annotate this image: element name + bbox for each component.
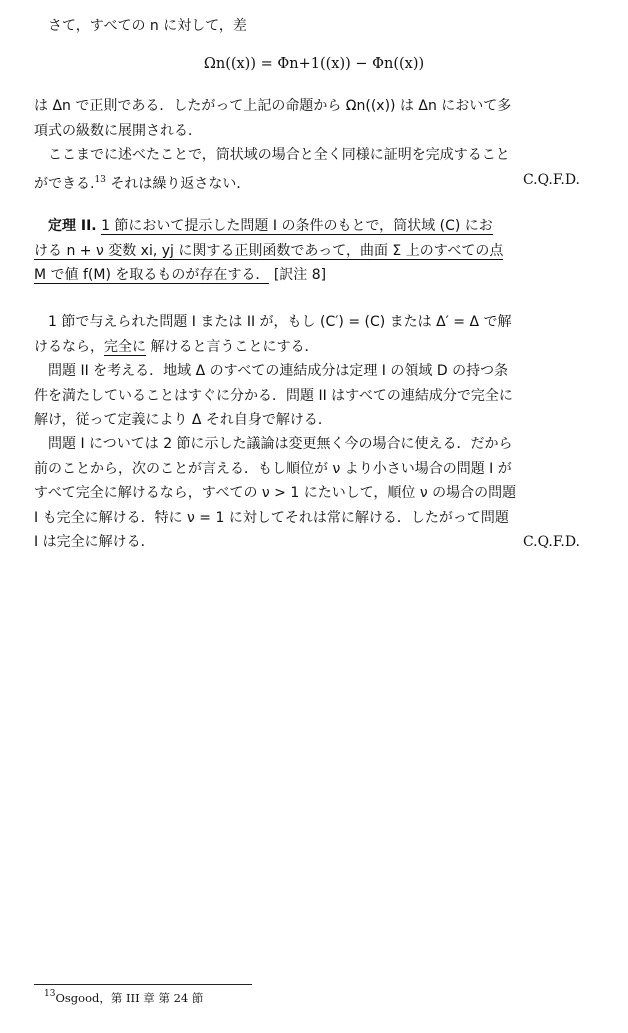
- text-line: すべて完全に解けるなら，すべての ν > 1 にたいして，順位 ν の場合の問題: [34, 485, 517, 501]
- translator-note: [訳注 8]: [273, 267, 327, 283]
- text-line: 項式の級数に展開される．: [34, 122, 202, 139]
- footnote-13: [44, 989, 203, 1006]
- text-line: 問題 II を考える．地域 Δ のすべての連結成分は定理 I の領域 D の持つ条: [48, 363, 509, 379]
- text-segment: それは繰り返さない．: [105, 175, 251, 192]
- text-segment: ができる.: [34, 175, 95, 192]
- paragraph-proof-complete: [34, 143, 580, 192]
- text-line: [34, 263, 580, 288]
- theorem-text: M で値 f(M) を取るものが存在する．: [34, 267, 270, 283]
- footnote-rule: [34, 984, 252, 985]
- text-line: I も完全に解ける．特に ν = 1 に対してそれは常に解ける．したがって問題: [34, 509, 509, 526]
- text-line: 1 節で与えられた問題 I または II が，もし (C′) = (C) または Δ′ = Δ で解: [48, 314, 512, 330]
- text-line: は Δn で正則である．したがって上記の命題から Ωn((x)) は Δn において多: [34, 98, 512, 114]
- footnote-ref-13[interactable]: 13: [94, 174, 106, 185]
- text-line: 前のことから，次のことが言える．もし順位が ν より小さい場合の問題 I が: [34, 460, 512, 477]
- paragraph-complete-definition: [34, 310, 580, 359]
- theorem-text: 1 節において提示した問題 I の条件のもとで，筒状域 (C) にお: [101, 218, 493, 234]
- text-line: [34, 530, 580, 555]
- text-line: [34, 214, 580, 239]
- footnote-text: Osgood，第 III 章 第 24 節: [55, 991, 204, 1005]
- text-line: [34, 168, 580, 193]
- text-line: 解け，従って定義により Δ それ自身で解ける．: [34, 412, 332, 428]
- text-line: [34, 239, 580, 264]
- theorem-ii: [34, 214, 580, 288]
- paragraph-problem-ii: [34, 359, 580, 433]
- text-line: 問題 I については 2 節に示した議論は変更無く今の場合に使える．だから: [48, 436, 513, 452]
- paragraph-intro: [34, 14, 580, 39]
- text-line: [34, 335, 580, 360]
- qed-mark: C.Q.F.D.: [522, 171, 580, 188]
- text-segment: I は完全に解ける．: [34, 534, 155, 550]
- text-line: 件を満たしていることはすぐに分かる．問題 II はすべての連結成分で完全に: [34, 387, 513, 404]
- paragraph-problem-i: [34, 432, 580, 555]
- footnote-number: 13: [44, 989, 56, 999]
- equation-omega: Ωn((x)) = Φn+1((x)) − Φn((x)): [203, 56, 425, 72]
- paragraph-regularity: [34, 94, 580, 143]
- text-segment: 解けると言うことにする．: [146, 338, 319, 355]
- text-line: さて，すべての n に対して，差: [48, 18, 247, 34]
- text-segment: けるなら，: [34, 338, 104, 355]
- emphasis-complete: 完全に: [104, 338, 146, 355]
- text-line: ここまでに述べたことで，筒状域の場合と全く同様に証明を完成すること: [48, 147, 510, 163]
- qed-mark: C.Q.F.D.: [522, 534, 580, 550]
- theorem-text: ける n + ν 変数 xi, yj に関する正則函数であって，曲面 Σ 上のすべての点: [34, 242, 504, 259]
- theorem-heading: 定理 II.: [48, 218, 97, 234]
